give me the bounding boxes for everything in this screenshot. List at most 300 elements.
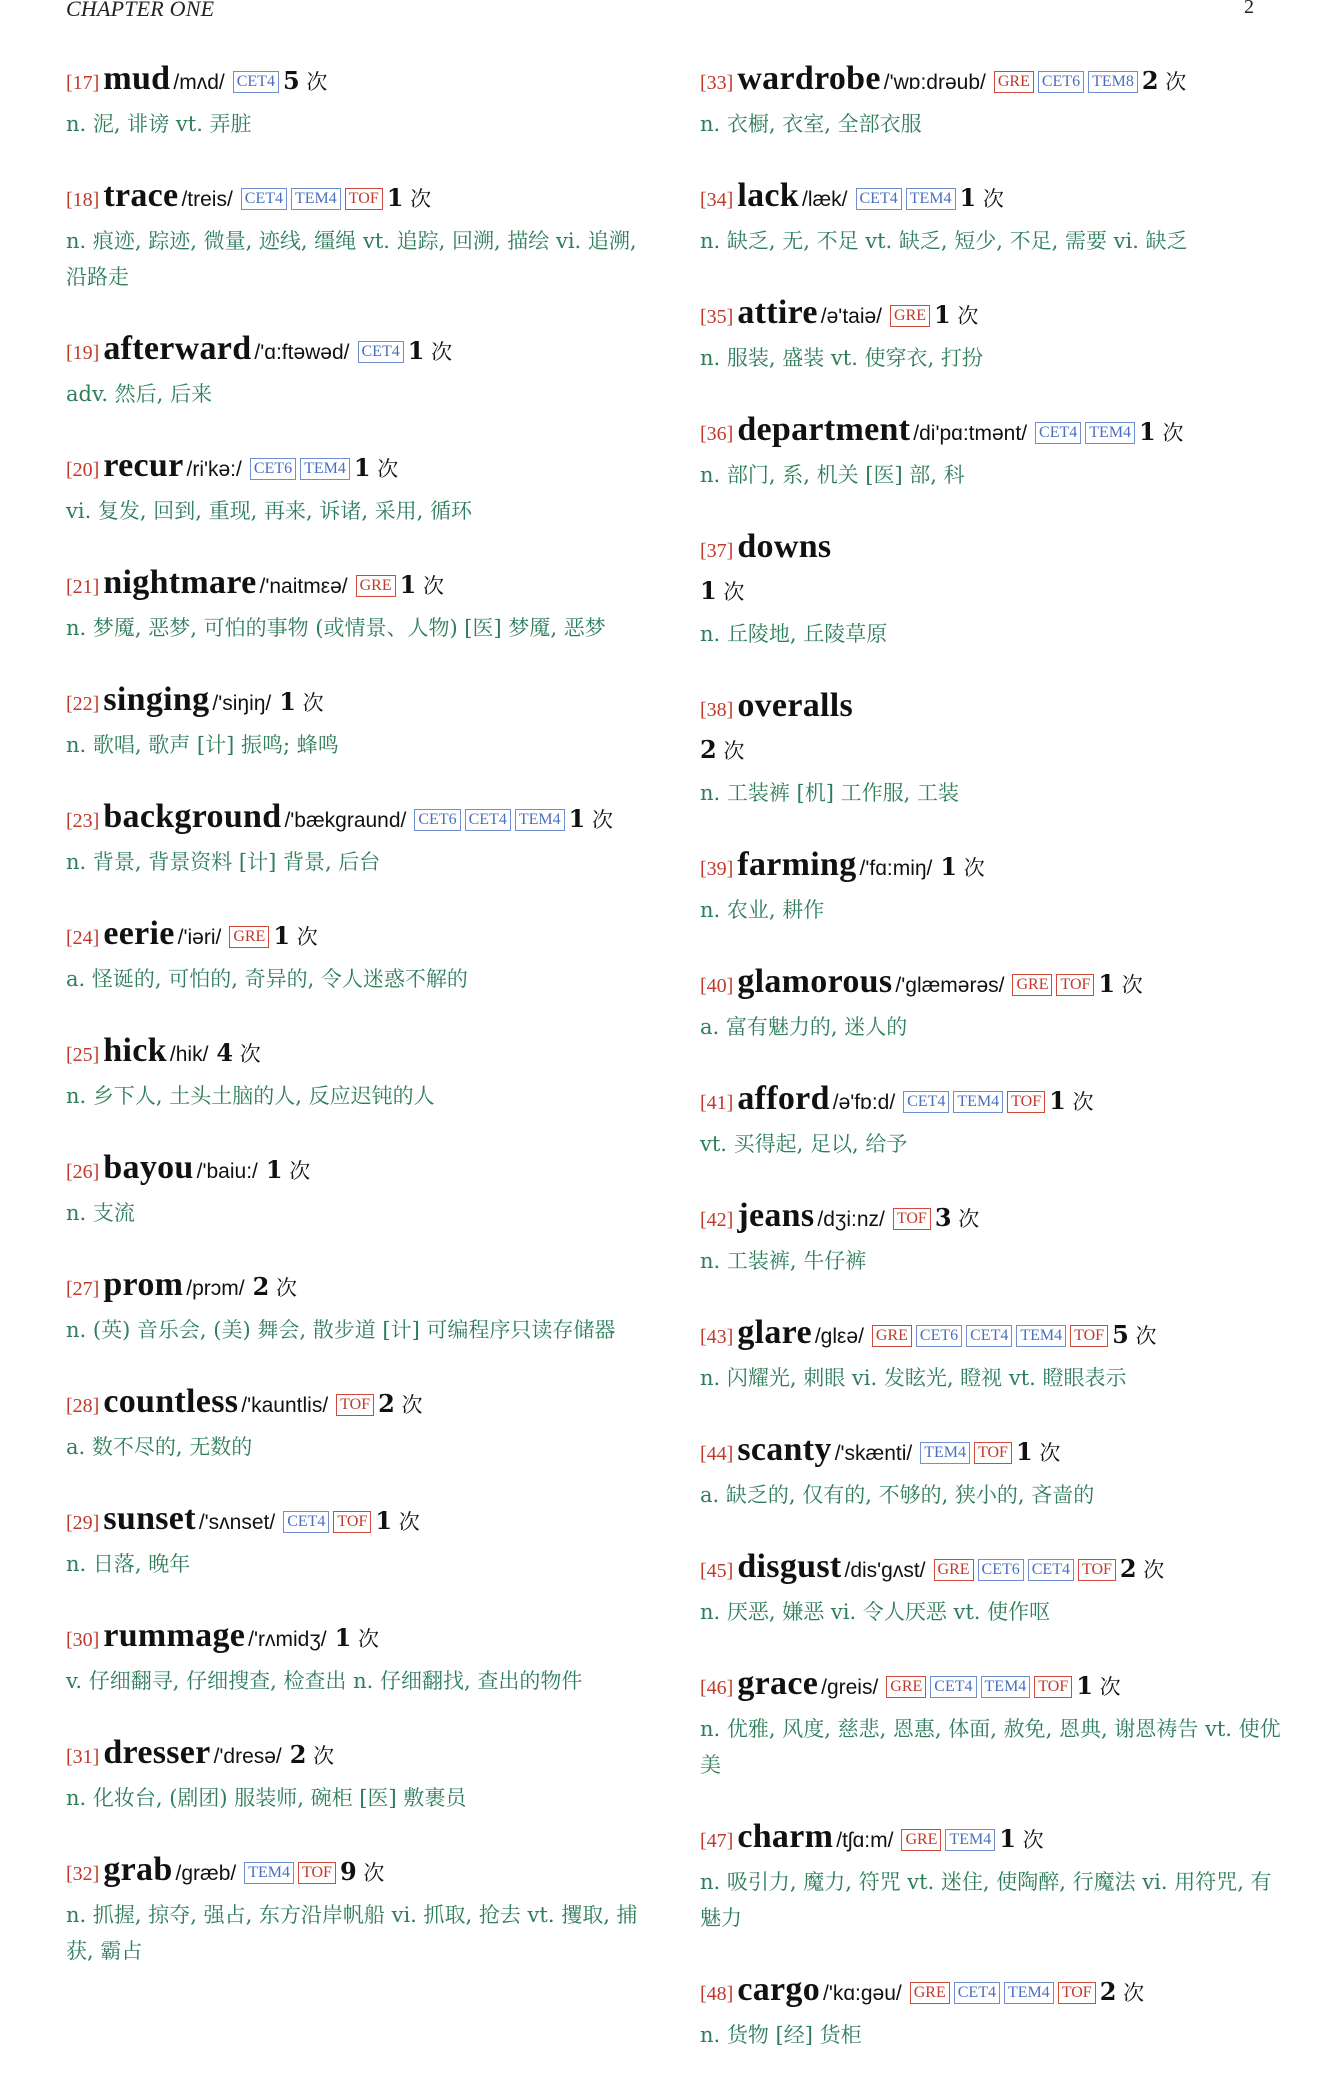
exam-tag: CET4 <box>465 809 511 831</box>
frequency <box>279 687 324 716</box>
exam-tag: GRE <box>994 71 1034 93</box>
frequency-unit: 次 <box>313 1744 335 1768</box>
frequency <box>353 453 399 482</box>
headword: trace <box>103 177 179 214</box>
frequency <box>940 852 985 881</box>
exam-tag: CET4 <box>903 1091 949 1113</box>
frequency <box>999 1824 1044 1853</box>
entry-index: [29] <box>66 1512 100 1534</box>
headword: dresser <box>103 1734 211 1771</box>
entry-index: [31] <box>66 1746 100 1768</box>
definition: n. 乡下人, 土头土脑的人, 反应迟钝的人 <box>66 1084 435 1108</box>
exam-tag: TEM4 <box>920 1442 970 1464</box>
frequency-count: 1 <box>334 1623 352 1652</box>
frequency-count: 1 <box>999 1824 1016 1853</box>
exam-tag: CET6 <box>916 1325 962 1347</box>
page-number: 2 <box>1244 0 1254 18</box>
headword: recur <box>103 447 184 484</box>
frequency-count: 5 <box>282 66 300 95</box>
definition: v. 仔细翻寻, 仔细搜查, 检查出 n. 仔细翻找, 查出的物件 <box>66 1669 583 1693</box>
definition: n. 梦魇, 恶梦, 可怕的事物 (或情景、人物) [医] 梦魇, 恶梦 <box>66 616 606 640</box>
entry-headline <box>66 681 651 725</box>
exam-tag: CET4 <box>241 188 287 210</box>
phonetic: /'dresə/ <box>213 1745 282 1768</box>
entry-index: [34] <box>700 189 734 211</box>
frequency-count: 1 <box>1076 1671 1093 1700</box>
entry-headline <box>700 846 1285 890</box>
entry-index: [41] <box>700 1092 734 1114</box>
word-entry <box>66 1734 651 1816</box>
entry-index: [24] <box>66 927 100 949</box>
frequency-unit: 次 <box>1123 1981 1145 2005</box>
word-entry <box>66 798 651 880</box>
definition: n. 货物 [经] 货柜 <box>700 2023 862 2047</box>
entry-headline <box>66 330 651 374</box>
exam-tag: GRE <box>890 305 930 327</box>
entry-headline <box>66 798 651 842</box>
entry-index: [38] <box>700 699 734 721</box>
word-entry <box>66 1500 651 1582</box>
phonetic: /dʒi:nz/ <box>817 1208 885 1231</box>
definition: n. 衣橱, 衣室, 全部衣服 <box>700 112 922 136</box>
exam-tag: TEM4 <box>953 1091 1003 1113</box>
page-header <box>66 0 1256 26</box>
entry-headline <box>66 1500 651 1544</box>
frequency-unit: 次 <box>1022 1828 1044 1852</box>
exam-tag: TOF <box>1070 1325 1108 1347</box>
frequency <box>934 1203 980 1232</box>
frequency-count: 2 <box>378 1389 395 1418</box>
entry-index: [42] <box>700 1209 734 1231</box>
headword: attire <box>737 294 818 331</box>
frequency-unit: 次 <box>296 925 318 949</box>
phonetic: /ə'taiə/ <box>820 305 883 328</box>
headword: wardrobe <box>737 60 881 97</box>
frequency-unit: 次 <box>723 580 745 604</box>
frequency-count: 1 <box>273 921 291 950</box>
frequency-count: 4 <box>216 1038 234 1067</box>
word-entry <box>700 1080 1285 1162</box>
headword: jeans <box>737 1197 815 1234</box>
definition: n. 工装裤, 牛仔裤 <box>700 1249 867 1273</box>
definition: n. 痕迹, 踪迹, 微量, 迹线, 缰绳 vt. 追踪, 回溯, 描绘 vi. 追溯, 沿路走 <box>66 229 637 289</box>
entry-index: [36] <box>700 423 734 445</box>
headword: singing <box>103 681 210 718</box>
entry-index: [22] <box>66 693 100 715</box>
exam-tag: GRE <box>886 1676 926 1698</box>
headword: countless <box>103 1383 239 1420</box>
entry-index: [23] <box>66 810 100 832</box>
word-entry <box>66 330 651 412</box>
definition: a. 数不尽的, 无数的 <box>66 1435 253 1459</box>
entry-headline <box>700 1548 1285 1592</box>
frequency-unit: 次 <box>1039 1441 1061 1465</box>
frequency <box>289 1740 335 1769</box>
entry-headline <box>66 1617 651 1661</box>
phonetic: /di'pɑ:tmənt/ <box>913 422 1028 445</box>
phonetic: /'kɑ:gəu/ <box>823 1982 902 2005</box>
definition: n. 优雅, 风度, 慈悲, 恩惠, 体面, 赦免, 恩典, 谢恩祷告 vt. 使优美 <box>700 1717 1281 1777</box>
phonetic: /tʃɑ:m/ <box>836 1829 894 1852</box>
left-column <box>66 60 651 2004</box>
exam-tag: TOF <box>333 1511 371 1533</box>
frequency <box>1098 969 1143 998</box>
phonetic: /'glæmərəs/ <box>895 974 1005 997</box>
frequency-unit: 次 <box>275 1276 297 1300</box>
word-entry <box>700 1431 1285 1513</box>
entry-headline <box>700 1314 1285 1358</box>
entry-headline <box>700 687 1285 773</box>
headword: glamorous <box>737 963 893 1000</box>
frequency <box>1049 1086 1094 1115</box>
definition: n. 吸引力, 魔力, 符咒 vt. 迷住, 使陶醉, 行魔法 vi. 用符咒, 有魅力 <box>700 1870 1272 1930</box>
frequency-count: 1 <box>700 576 717 605</box>
frequency-count: 1 <box>1049 1086 1066 1115</box>
definition: a. 富有魅力的, 迷人的 <box>700 1015 908 1039</box>
frequency-count: 1 <box>1098 969 1116 998</box>
definition: vi. 复发, 回到, 重现, 再来, 诉诸, 采用, 循环 <box>66 499 473 523</box>
definition: n. 歌唱, 歌声 [计] 振鸣; 蜂鸣 <box>66 733 339 757</box>
word-entry <box>700 177 1285 259</box>
entry-index: [25] <box>66 1044 100 1066</box>
frequency-unit: 次 <box>982 187 1004 211</box>
entry-index: [40] <box>700 975 734 997</box>
entry-index: [35] <box>700 306 734 328</box>
exam-tag: CET4 <box>856 188 902 210</box>
frequency-count: 2 <box>1141 66 1159 95</box>
entry-headline <box>700 60 1285 104</box>
frequency-count: 1 <box>265 1155 283 1184</box>
phonetic: /'rʌmidʒ/ <box>248 1628 327 1651</box>
entry-headline <box>700 1971 1285 2015</box>
entry-index: [30] <box>66 1629 100 1651</box>
chapter-title: CHAPTER ONE <box>66 0 215 21</box>
entry-index: [39] <box>700 858 734 880</box>
word-entry <box>66 1149 651 1231</box>
exam-tag: CET4 <box>233 71 279 93</box>
frequency <box>1015 1437 1061 1466</box>
phonetic: /'wɒ:drəub/ <box>883 71 986 94</box>
exam-tag: TEM4 <box>300 458 350 480</box>
definition: a. 怪诞的, 可怕的, 奇异的, 令人迷惑不解的 <box>66 967 468 991</box>
frequency-unit: 次 <box>957 304 979 328</box>
word-entry <box>66 1851 651 1969</box>
right-column <box>700 60 1285 2088</box>
frequency-unit: 次 <box>302 691 324 715</box>
frequency-count: 2 <box>289 1740 307 1769</box>
exam-tag: TOF <box>1078 1559 1116 1581</box>
word-entry <box>700 687 1285 811</box>
definition: n. 农业, 耕作 <box>700 898 825 922</box>
phonetic: /hik/ <box>169 1043 209 1066</box>
frequency <box>378 1389 423 1418</box>
headword: hick <box>103 1032 167 1069</box>
frequency <box>399 570 444 599</box>
definition: n. 部门, 系, 机关 [医] 部, 科 <box>700 463 965 487</box>
definition: n. 工装裤 [机] 工作服, 工装 <box>700 781 959 805</box>
entry-index: [20] <box>66 459 100 481</box>
entry-index: [18] <box>66 189 100 211</box>
definition: n. 缺乏, 无, 不足 vt. 缺乏, 短少, 不足, 需要 vi. 缺乏 <box>700 229 1188 253</box>
entry-index: [17] <box>66 72 100 94</box>
headword: lack <box>737 177 799 214</box>
word-entry <box>700 1818 1285 1936</box>
definition: n. 服装, 盛装 vt. 使穿衣, 打扮 <box>700 346 983 370</box>
headword: mud <box>103 60 171 97</box>
frequency-count: 2 <box>1099 1977 1117 2006</box>
word-entry <box>700 1971 1285 2053</box>
entry-headline <box>66 1032 651 1076</box>
headword: background <box>103 798 282 835</box>
word-entry <box>66 564 651 646</box>
exam-tag: GRE <box>229 926 269 948</box>
frequency-count: 2 <box>700 735 717 764</box>
phonetic: /mʌd/ <box>173 71 225 94</box>
entry-index: [27] <box>66 1278 100 1300</box>
frequency <box>959 183 1004 212</box>
exam-tag: TOF <box>893 1208 931 1230</box>
exam-tag: CET4 <box>283 1511 329 1533</box>
frequency <box>1139 417 1184 446</box>
exam-tag: TOF <box>974 1442 1012 1464</box>
exam-tag: CET4 <box>954 1982 1000 2004</box>
frequency-unit: 次 <box>1135 1324 1157 1348</box>
word-entry <box>700 1197 1285 1279</box>
entry-headline <box>66 1149 651 1193</box>
frequency-count: 1 <box>1139 417 1156 446</box>
word-entry <box>66 1266 651 1348</box>
exam-tag: TOF <box>345 188 383 210</box>
frequency <box>1076 1671 1121 1700</box>
frequency-unit: 次 <box>431 340 453 364</box>
exam-tag: GRE <box>872 1325 912 1347</box>
definition: n. (英) 音乐会, (美) 舞会, 散步道 [计] 可编程序只读存储器 <box>66 1318 616 1342</box>
frequency <box>282 66 328 95</box>
headword: charm <box>737 1818 834 1855</box>
exam-tag: CET4 <box>358 341 404 363</box>
frequency-unit: 次 <box>398 1510 420 1534</box>
frequency-count: 1 <box>353 453 371 482</box>
exam-tag: TOF <box>1007 1091 1045 1113</box>
frequency-unit: 次 <box>963 856 985 880</box>
headword: sunset <box>103 1500 196 1537</box>
exam-tag: CET4 <box>1035 422 1081 444</box>
entry-index: [21] <box>66 576 100 598</box>
frequency-unit: 次 <box>1099 1675 1121 1699</box>
phonetic: /'sʌnset/ <box>198 1511 276 1534</box>
word-entry <box>66 1617 651 1699</box>
phonetic: /'fɑ:miŋ/ <box>859 857 933 880</box>
frequency-unit: 次 <box>591 808 613 832</box>
definition: adv. 然后, 后来 <box>66 382 213 406</box>
frequency-unit: 次 <box>401 1393 423 1417</box>
frequency-unit: 次 <box>1072 1090 1094 1114</box>
word-entry <box>66 1383 651 1465</box>
word-entry <box>66 1032 651 1114</box>
word-entry <box>700 528 1285 652</box>
phonetic: /glεə/ <box>814 1325 864 1348</box>
frequency <box>339 1857 385 1886</box>
definition: vt. 买得起, 足以, 给予 <box>700 1132 908 1156</box>
frequency-unit: 次 <box>306 70 328 94</box>
exam-tag: TEM4 <box>291 188 341 210</box>
frequency <box>252 1272 297 1301</box>
phonetic: /'baiu:/ <box>196 1160 258 1183</box>
exam-tag: CET4 <box>930 1676 976 1698</box>
phonetic: /'naitmεə/ <box>259 575 348 598</box>
frequency-count: 1 <box>279 687 296 716</box>
entry-index: [28] <box>66 1395 100 1417</box>
exam-tag: CET6 <box>978 1559 1024 1581</box>
frequency-count: 1 <box>399 570 417 599</box>
entry-headline <box>700 1197 1285 1241</box>
frequency-count: 5 <box>1112 1320 1129 1349</box>
word-entry <box>66 681 651 763</box>
entry-headline <box>700 1431 1285 1475</box>
word-entry <box>700 846 1285 928</box>
exam-tag: GRE <box>910 1982 950 2004</box>
frequency <box>1119 1554 1165 1583</box>
entry-headline <box>700 963 1285 1007</box>
frequency-count: 1 <box>568 804 586 833</box>
headword: eerie <box>103 915 175 952</box>
headword: rummage <box>103 1617 246 1654</box>
headword: afford <box>737 1080 830 1117</box>
word-entry <box>66 177 651 295</box>
frequency-count: 1 <box>934 300 951 329</box>
definition: n. 丘陵地, 丘陵草原 <box>700 622 888 646</box>
frequency-count: 3 <box>934 1203 952 1232</box>
frequency-unit: 次 <box>723 739 745 763</box>
entry-index: [45] <box>700 1560 734 1582</box>
exam-tag: TEM4 <box>1004 1982 1054 2004</box>
frequency-count: 1 <box>386 183 404 212</box>
entry-index: [33] <box>700 72 734 94</box>
phonetic: /'ɑ:ftəwəd/ <box>254 341 350 364</box>
phonetic: /'iəri/ <box>177 926 222 949</box>
frequency <box>700 576 745 605</box>
frequency <box>568 804 613 833</box>
exam-tag: TOF <box>298 1862 336 1884</box>
frequency-count: 1 <box>959 183 977 212</box>
phonetic: /'kauntlis/ <box>241 1394 329 1417</box>
entry-index: [44] <box>700 1443 734 1465</box>
frequency-unit: 次 <box>1162 421 1184 445</box>
entry-headline <box>700 294 1285 338</box>
definition: a. 缺乏的, 仅有的, 不够的, 狭小的, 吝啬的 <box>700 1483 1095 1507</box>
exam-tag: TOF <box>1058 1982 1096 2004</box>
word-entry <box>66 915 651 997</box>
phonetic: /ə'fɒ:d/ <box>832 1091 896 1114</box>
entry-headline <box>66 60 651 104</box>
exam-tag: CET6 <box>250 458 296 480</box>
frequency-unit: 次 <box>239 1042 261 1066</box>
frequency <box>1099 1977 1145 2006</box>
exam-tag: TEM4 <box>515 809 565 831</box>
entry-headline <box>700 1665 1285 1709</box>
entry-headline <box>66 564 651 608</box>
definition: n. 抓握, 掠夺, 强占, 东方沿岸帆船 vi. 抓取, 抢去 vt. 攫取, 捕获, 霸占 <box>66 1903 638 1963</box>
headword: farming <box>737 846 857 883</box>
exam-tag: TOF <box>1034 1676 1072 1698</box>
definition: n. 日落, 晚年 <box>66 1552 191 1576</box>
phonetic: /'bækgraund/ <box>284 809 407 832</box>
entry-index: [19] <box>66 342 100 364</box>
phonetic: /treis/ <box>181 188 233 211</box>
frequency-unit: 次 <box>1165 70 1187 94</box>
frequency <box>386 183 432 212</box>
phonetic: /dis'gʌst/ <box>844 1559 926 1582</box>
frequency <box>375 1506 420 1535</box>
frequency <box>1112 1320 1157 1349</box>
headword: overalls <box>737 687 854 724</box>
definition: n. 化妆台, (剧团) 服装师, 碗柜 [医] 敷裹员 <box>66 1786 467 1810</box>
frequency-count: 2 <box>252 1272 270 1301</box>
phonetic: /greis/ <box>821 1676 879 1699</box>
exam-tag: CET6 <box>1038 71 1084 93</box>
headword: afterward <box>103 330 252 367</box>
entry-index: [26] <box>66 1161 100 1183</box>
entry-index: [32] <box>66 1863 100 1885</box>
entry-headline <box>700 1080 1285 1124</box>
exam-tag: TOF <box>1056 974 1094 996</box>
entry-headline <box>66 1734 651 1778</box>
frequency-unit: 次 <box>377 457 399 481</box>
frequency-count: 9 <box>339 1857 357 1886</box>
frequency-count: 1 <box>407 336 425 365</box>
entry-headline <box>66 1266 651 1310</box>
headword: cargo <box>737 1971 821 2008</box>
phonetic: /læk/ <box>801 188 848 211</box>
frequency-unit: 次 <box>1143 1558 1165 1582</box>
word-entry <box>700 963 1285 1045</box>
exam-tag: TOF <box>336 1394 374 1416</box>
frequency <box>334 1623 380 1652</box>
frequency-unit: 次 <box>1121 973 1143 997</box>
exam-tag: GRE <box>901 1829 941 1851</box>
headword: grab <box>103 1851 173 1888</box>
word-entry <box>700 1665 1285 1783</box>
entry-index: [47] <box>700 1830 734 1852</box>
frequency-count: 1 <box>940 852 958 881</box>
headword: downs <box>737 528 832 565</box>
exam-tag: TEM4 <box>981 1676 1031 1698</box>
word-entry <box>66 60 651 142</box>
entry-headline <box>700 411 1285 455</box>
frequency-unit: 次 <box>358 1627 380 1651</box>
exam-tag: GRE <box>356 575 396 597</box>
frequency-unit: 次 <box>410 187 432 211</box>
entry-index: [37] <box>700 540 734 562</box>
frequency <box>1141 66 1187 95</box>
exam-tag: TEM4 <box>945 1829 995 1851</box>
frequency-unit: 次 <box>958 1207 980 1231</box>
frequency-count: 1 <box>375 1506 393 1535</box>
frequency <box>265 1155 311 1184</box>
headword: scanty <box>737 1431 832 1468</box>
definition: n. 闪耀光, 刺眼 vi. 发眩光, 瞪视 vt. 瞪眼表示 <box>700 1366 1127 1390</box>
headword: glare <box>737 1314 812 1351</box>
entry-index: [46] <box>700 1677 734 1699</box>
entry-index: [43] <box>700 1326 734 1348</box>
exam-tag: CET6 <box>414 809 460 831</box>
exam-tag: TEM8 <box>1088 71 1138 93</box>
word-entry <box>700 60 1285 142</box>
exam-tag: TEM4 <box>1016 1325 1066 1347</box>
frequency-unit: 次 <box>289 1159 311 1183</box>
entry-headline <box>66 1383 651 1427</box>
headword: bayou <box>103 1149 194 1186</box>
